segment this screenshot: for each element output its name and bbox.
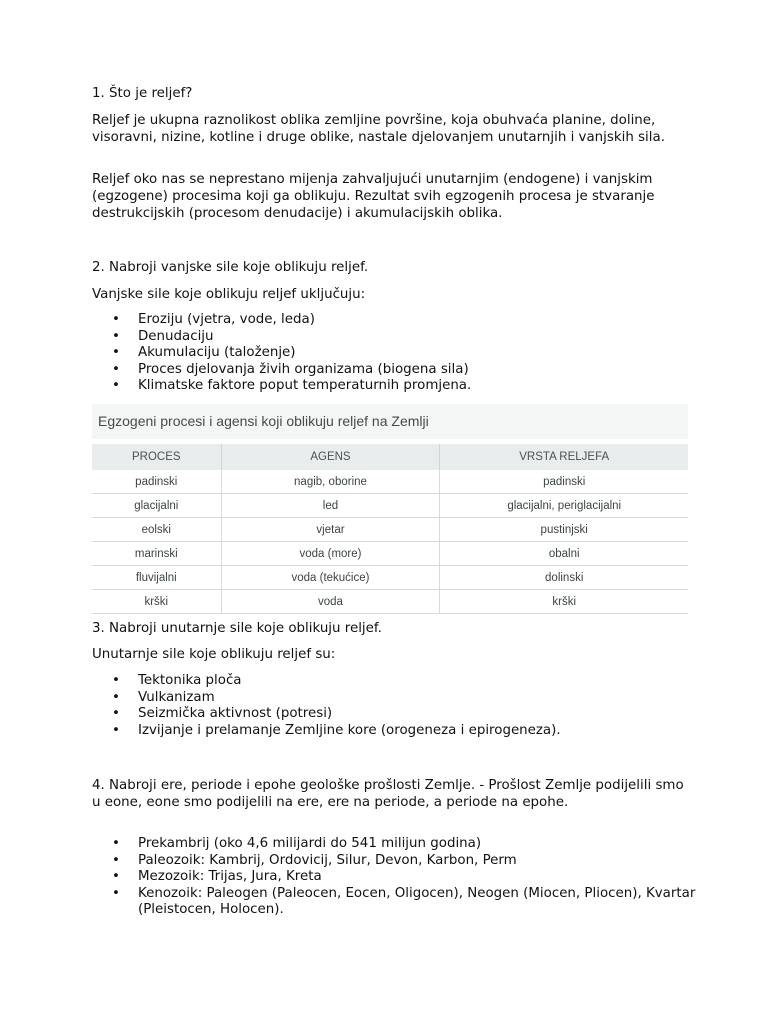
exogenic-processes-table-image	[92, 404, 688, 610]
internal-forces-list	[92, 673, 561, 739]
geological-eras-list	[92, 836, 698, 919]
list-item: • Eroziju (vjetra, vode, leda)	[92, 312, 471, 329]
external-forces-list	[92, 312, 471, 395]
table-cell: dolinski	[440, 566, 688, 590]
list-item: • Denudaciju	[92, 329, 471, 346]
table-cell: marinski	[92, 542, 221, 566]
header-agens: AGENS	[221, 444, 440, 470]
table-cell: obalni	[440, 542, 688, 566]
table-cell: pustinjski	[440, 518, 688, 542]
header-proces: PROCES	[92, 444, 221, 470]
table-cell: eolski	[92, 518, 221, 542]
table-cell: led	[221, 494, 440, 518]
list-item: • Paleozoik: Kambrij, Ordovicij, Silur, Devon, Karbon, Perm	[92, 853, 698, 870]
table-row	[92, 566, 688, 590]
table-cell: glacijalni, periglacijalni	[440, 494, 688, 518]
table-cell: padinski	[92, 470, 221, 494]
question-1: 1. Što je reljef?	[92, 86, 193, 101]
table-row	[92, 542, 688, 566]
table-row	[92, 470, 688, 494]
table-cell: voda	[221, 590, 440, 614]
question-4: 4. Nabroji ere, periode i epohe geološke prošlosti Zemlje. - Prošlost Zemlje podijelili smo u eone, eone smo podijelili na ere, ere na periode, a periode na epohe.	[92, 778, 684, 810]
header-vrsta-reljefa: VRSTA RELJEFA	[440, 444, 688, 470]
table-row	[92, 518, 688, 542]
table-cell: vjetar	[221, 518, 440, 542]
table-cell: glacijalni	[92, 494, 221, 518]
table-title: Egzogeni procesi i agensi koji oblikuju reljef na Zemlji	[92, 404, 688, 439]
list-item: • Mezozoik: Trijas, Jura, Kreta	[92, 869, 698, 886]
answer-2-intro: Vanjske sile koje oblikuju reljef uključuju:	[92, 287, 366, 302]
answer-1-paragraph-1: Reljef je ukupna raznolikost oblika zemljine površine, koja obuhvaća planine, doline, visoravni, nizine, kotline i druge oblike, nastale djelovanjem unutarnjih i vanjskih sila.	[92, 113, 665, 145]
exogenic-processes-table	[92, 444, 688, 614]
table-cell: padinski	[440, 470, 688, 494]
table-cell: krški	[92, 590, 221, 614]
table-row	[92, 494, 688, 518]
table-cell: nagib, oborine	[221, 470, 440, 494]
list-item: • Tektonika ploča	[92, 673, 561, 690]
question-3: 3. Nabroji unutarnje sile koje oblikuju reljef.	[92, 621, 382, 636]
table-row	[92, 590, 688, 614]
table-cell: krški	[440, 590, 688, 614]
list-item: • Akumulaciju (taloženje)	[92, 345, 471, 362]
list-item: • Vulkanizam	[92, 690, 561, 707]
list-item: • Proces djelovanja živih organizama (biogena sila)	[92, 362, 471, 379]
question-2: 2. Nabroji vanjske sile koje oblikuju reljef.	[92, 260, 369, 275]
table-cell: fluvijalni	[92, 566, 221, 590]
table-cell: voda (more)	[221, 542, 440, 566]
list-item: • Seizmička aktivnost (potresi)	[92, 706, 561, 723]
table-cell: voda (tekućice)	[221, 566, 440, 590]
list-item: • Kenozoik: Paleogen (Paleocen, Eocen, Oligocen), Neogen (Miocen, Pliocen), Kvartar (Pleistocen, Holocen).	[92, 886, 698, 919]
list-item: • Izvijanje i prelamanje Zemljine kore (orogeneza i epirogeneza).	[92, 723, 561, 740]
table-header-row	[92, 444, 688, 470]
answer-3-intro: Unutarnje sile koje oblikuju reljef su:	[92, 647, 336, 662]
list-item: • Klimatske faktore poput temperaturnih promjena.	[92, 378, 471, 395]
list-item: • Prekambrij (oko 4,6 milijardi do 541 milijun godina)	[92, 836, 698, 853]
answer-1-paragraph-2: Reljef oko nas se neprestano mijenja zahvaljujući unutarnjim (endogene) i vanjskim (egzogene) procesima koji ga oblikuju. Rezultat svih egzogenih procesa je stvaranje destrukcijskih (procesom denudacije) i akumulacijskih oblika.	[92, 172, 655, 221]
